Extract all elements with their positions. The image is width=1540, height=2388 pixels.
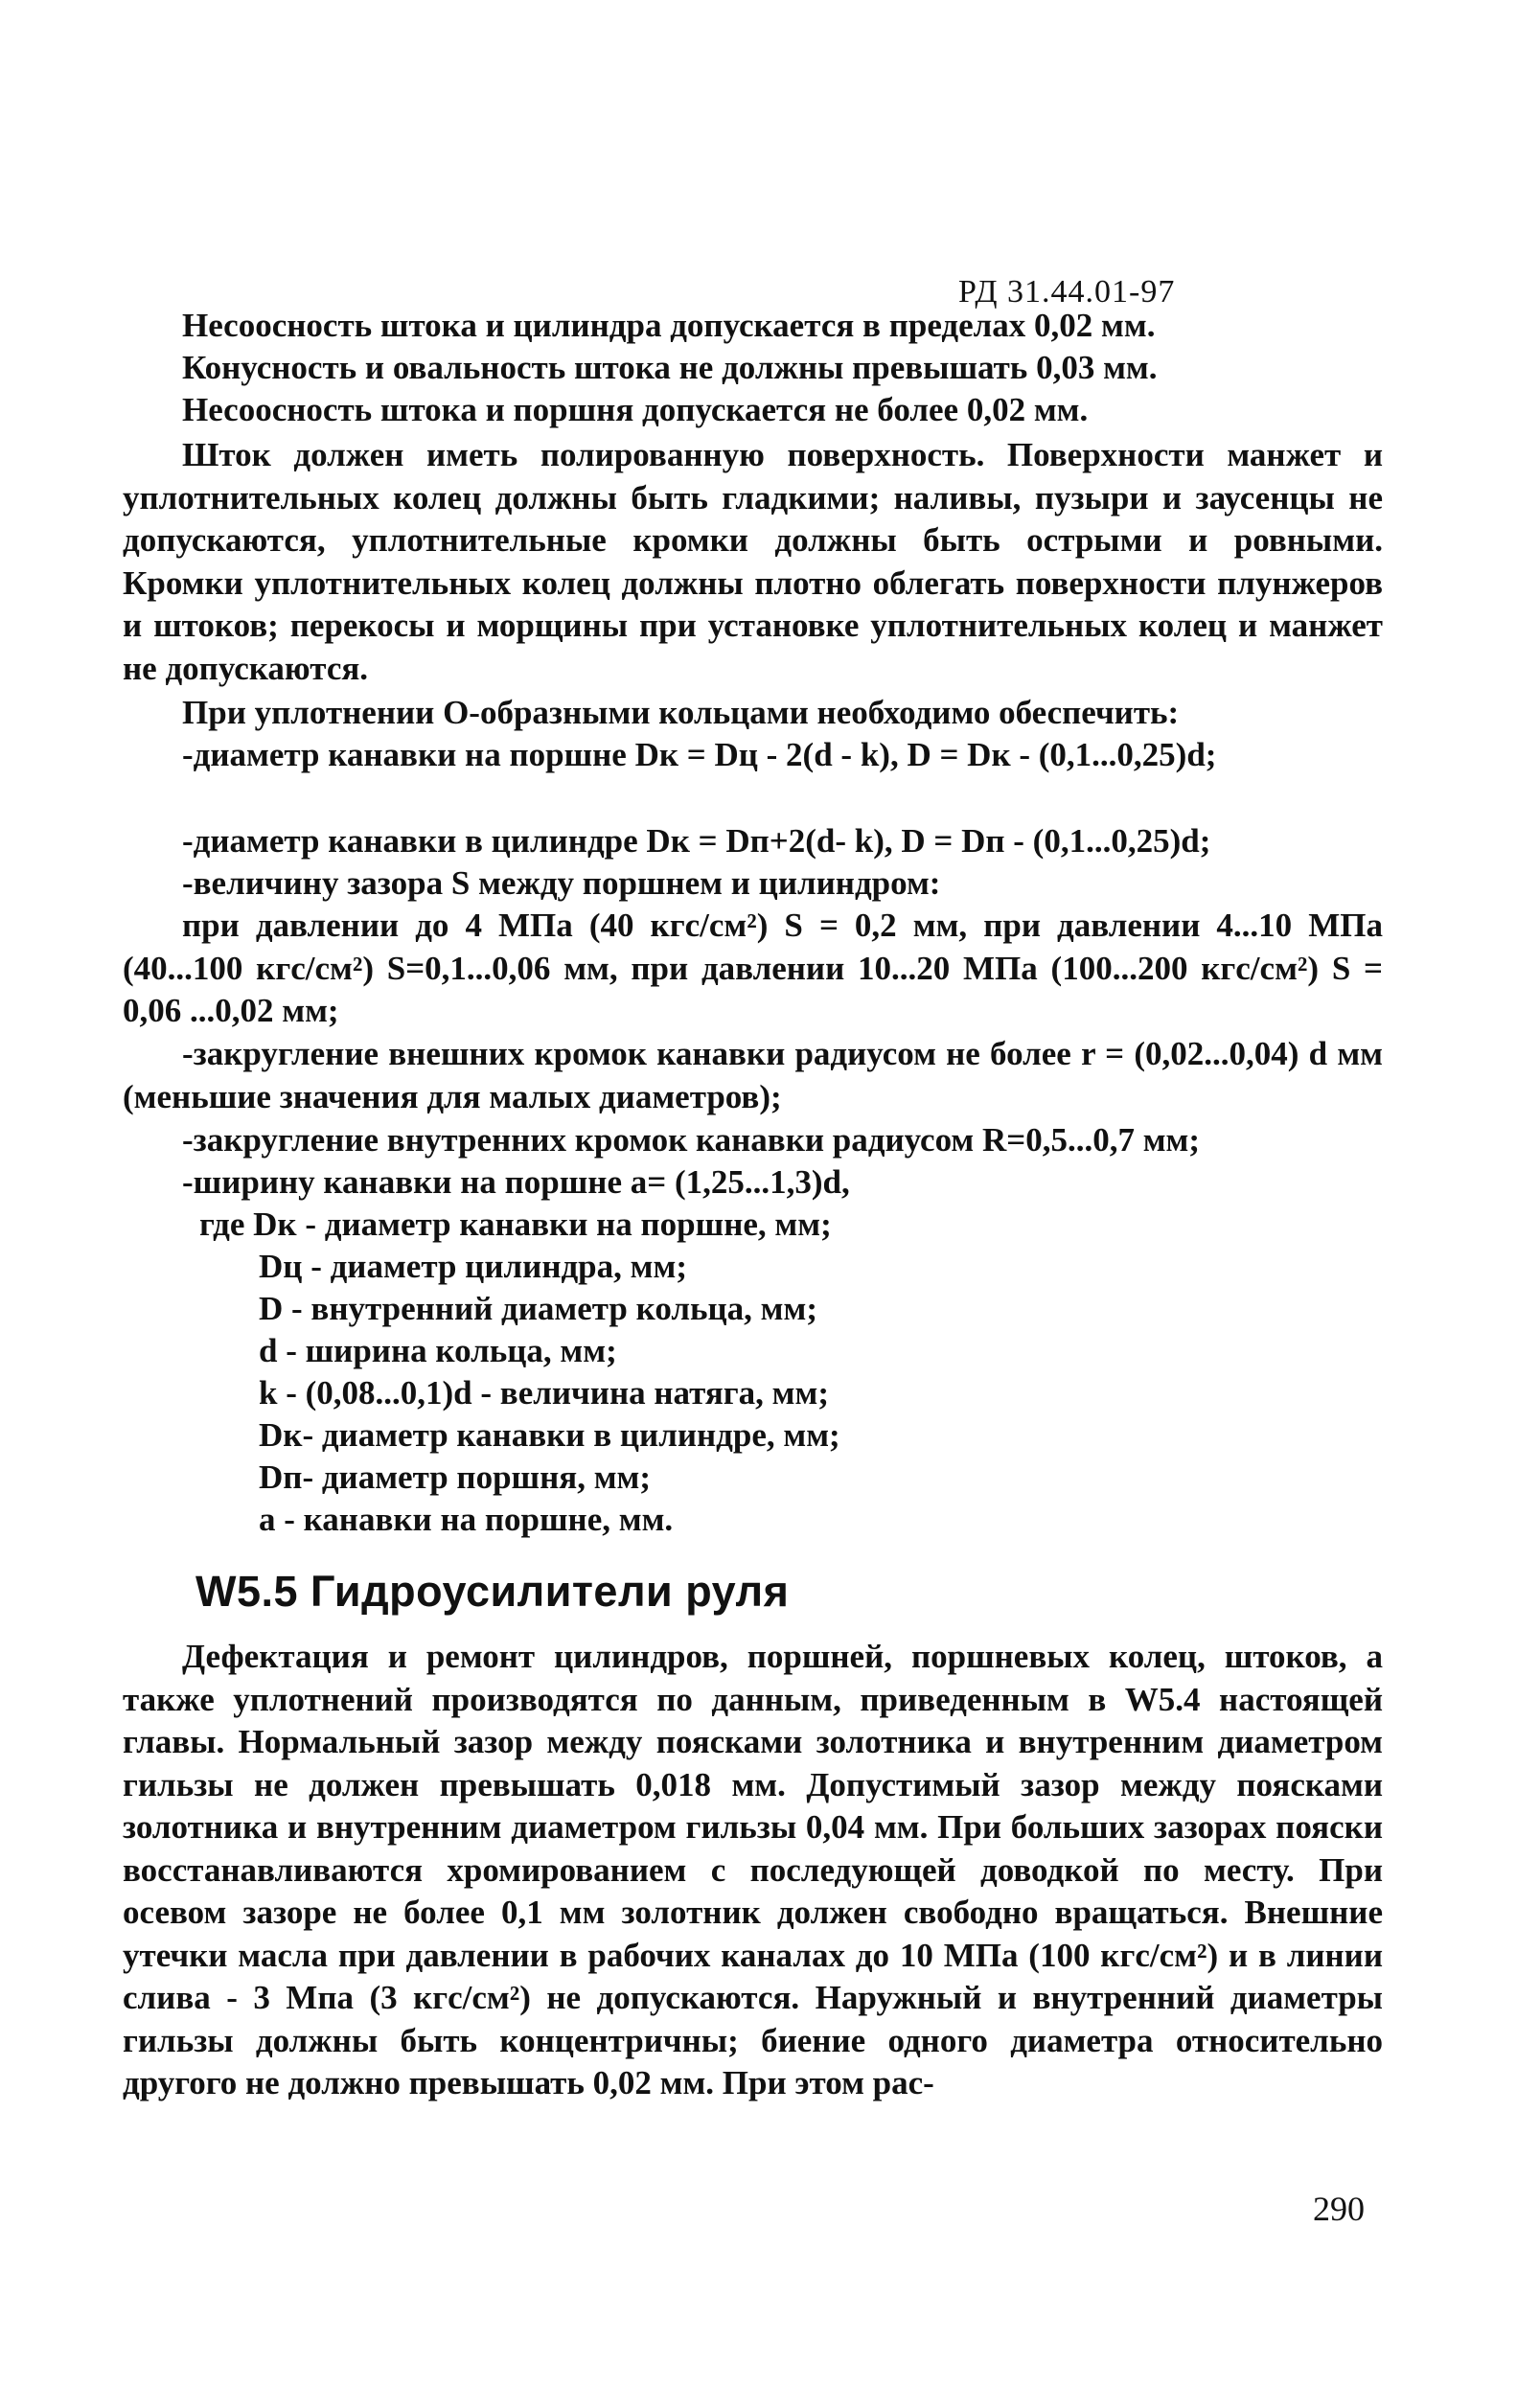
legend-item: a - канавки на поршне, мм.: [259, 1501, 674, 1538]
legend-item: Dц - диаметр цилиндра, мм;: [259, 1248, 687, 1285]
legend-item: D - внутренний диаметр кольца, мм;: [259, 1290, 818, 1327]
intro-line: Несоосность штока и цилиндра допускается в пределах 0,02 мм.: [182, 307, 1156, 344]
requirement-item: -ширину канавки на поршне a= (1,25...1,3)d,: [182, 1163, 850, 1201]
requirement-item: -закругление внешних кромок канавки радиусом не более r = (0,02...0,04) d мм (меньшие значения для малых диаметров);: [123, 1035, 1383, 1115]
requirement-item: -закругление внутренних кромок канавки радиусом R=0,5...0,7 мм;: [182, 1121, 1201, 1159]
section-title: W5.5 Гидроусилители руля: [195, 1567, 790, 1616]
legend-item: Dп- диаметр поршня, мм;: [259, 1458, 652, 1496]
legend-item: где Dк - диаметр канавки на поршне, мм;: [199, 1205, 832, 1243]
legend-item: k - (0,08...0,1)d - величина натяга, мм;: [259, 1374, 830, 1412]
document-code: РД 31.44.01-97: [958, 274, 1176, 310]
rod-paragraph: Шток должен иметь полированную поверхность. Поверхности манжет и уплотнительных колец должны быть гладкими; наливы, пузыри и заусенцы не допускаются, уплотнительные кромки должны быть острыми и ровными. Кромки уплотнительных колец должны плотно облегать поверхности плунжеров и штоков; перекосы и морщины при установке уплотнительных колец и манжет не допускаются.: [123, 436, 1383, 687]
requirement-item: при давлении до 4 МПа (40 кгс/см²) S = 0,2 мм, при давлении 4...10 МПа (40...100 кгс/см²) S=0,1...0,06 мм, при давлении 10...20 МПа (100...200 кгс/см²) S = 0,06 ...0,02 мм;: [123, 907, 1383, 1029]
requirement-item: -диаметр канавки на поршне Dк = Dц - 2(d - k), D = Dк - (0,1...0,25)d;: [182, 736, 1217, 773]
page-number: 290: [1313, 2190, 1365, 2228]
requirement-item: -величину зазора S между поршнем и цилиндром:: [182, 864, 941, 902]
intro-line: Конусность и овальность штока не должны превышать 0,03 мм.: [182, 349, 1158, 386]
legend-item: Dк- диаметр канавки в цилиндре, мм;: [259, 1416, 840, 1454]
section-body: Дефектация и ремонт цилиндров, поршней, поршневых колец, штоков, а также уплотнений производятся по данным, приведенным в W5.4 настоящей главы. Нормальный зазор между поясками золотника и внутренним диаметром гильзы не должен превышать 0,018 мм. Допустимый зазор между поясками золотника и внутренним диаметром гильзы 0,04 мм. При больших зазорах пояски восстанавливаются хромированием с последующей доводкой по месту. При осевом зазоре не более 0,1 мм золотник должен свободно вращаться. Внешние утечки масла при давлении в рабочих каналах до 10 МПа (100 кгс/см²) и в линии слива - 3 Мпа (3 кгс/см²) не допускаются. Наружный и внутренний диаметры гильзы должны быть концентричны; биение одного диаметра относительно другого не должно превышать 0,02 мм. При этом рас-: [123, 1638, 1383, 2101]
requirement-item: -диаметр канавки в цилиндре Dк = Dп+2(d- k), D = Dп - (0,1...0,25)d;: [182, 822, 1211, 860]
oring-intro: При уплотнении О-образными кольцами необходимо обеспечить:: [182, 694, 1180, 731]
legend-item: d - ширина кольца, мм;: [259, 1332, 617, 1369]
intro-line: Несоосность штока и поршня допускается не более 0,02 мм.: [182, 391, 1089, 428]
